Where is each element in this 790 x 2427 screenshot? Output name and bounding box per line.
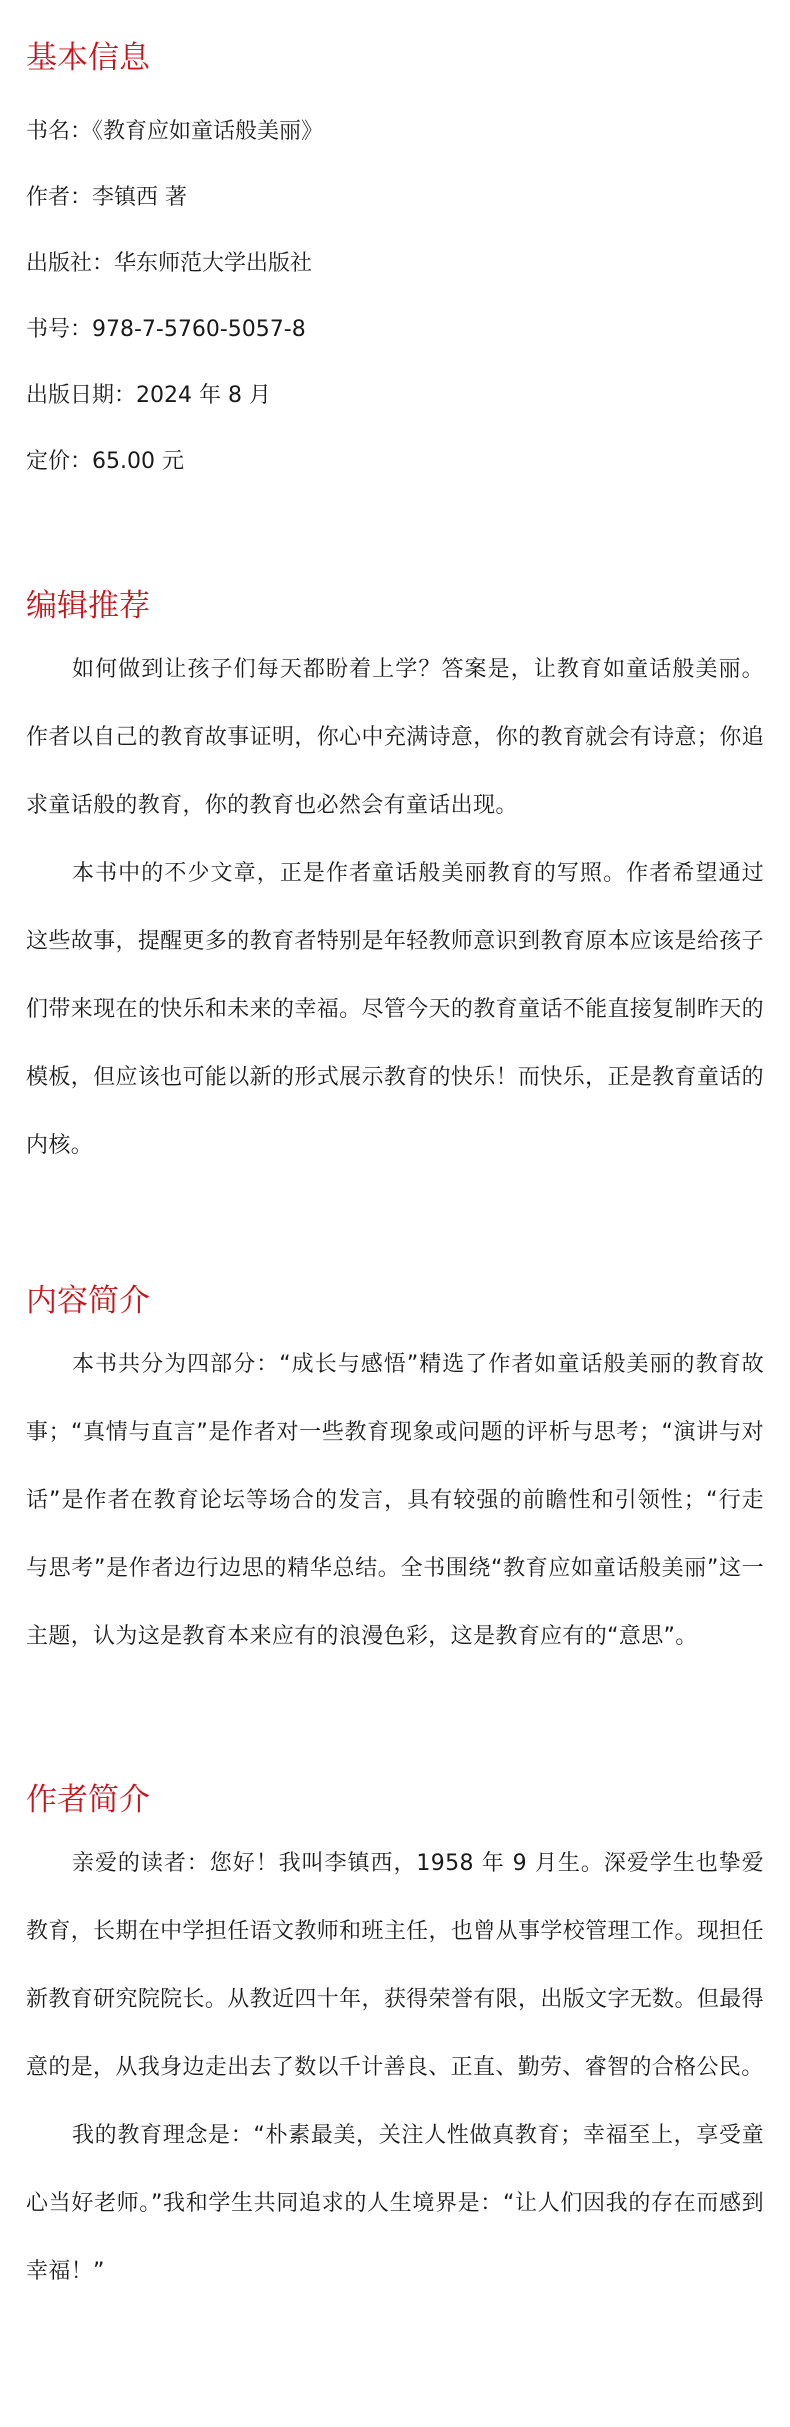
editor-recommendation-heading: 编辑推荐 [26,588,150,624]
publisher-line: 出版社：华东师范大学出版社 [26,251,313,276]
author-intro-heading: 作者简介 [26,1782,150,1818]
editor-recommendation-paragraph: 如何做到让孩子们每天都盼着上学？答案是，让教育如童话般美丽。作者以自己的教育故事证明，你心中充满诗意，你的教育就会有诗意；你追求童话般的教育，你的教育也必然会有童话出现。 [26,657,764,818]
basic-info-heading: 基本信息 [26,40,150,76]
content-summary-paragraph: 本书共分为四部分：“成长与感悟”精选了作者如童话般美丽的教育故事；“真情与直言”是作者对一些教育现象或问题的评析与思考；“演讲与对话”是作者在教育论坛等场合的发言，具有较强的前瞻性和引领性；“行走与思考”是作者边行边思的精华总结。全书围绕“教育应如童话般美丽”这一主题，认为这是教育本来应有的浪漫色彩，这是教育应有的“意思”。 [26,1352,764,1649]
book-title-line: 书名：《教育应如童话般美丽》 [26,119,324,144]
editor-recommendation-section [26,588,764,1180]
publish-date-line: 出版日期：2024 年 8 月 [26,383,271,408]
author-intro-section [26,1782,764,2306]
content-summary-section [26,1283,764,1671]
content-summary-heading: 内容简介 [26,1283,150,1319]
author-intro-paragraph: 亲爱的读者：您好！我叫李镇西，1958 年 9 月生。深爱学生也挚爱教育，长期在中学担任语文教师和班主任，也曾从事学校管理工作。现担任新教育研究院院长。从教近四十年，获得荣誉有限，出版文字无数。但最得意的是，从我身边走出去了数以千计善良、正直、勤劳、睿智的合格公民。 [26,1851,764,2080]
editor-recommendation-paragraph: 本书中的不少文章，正是作者童话般美丽教育的写照。作者希望通过这些故事，提醒更多的教育者特别是年轻教师意识到教育原本应该是给孩子们带来现在的快乐和未来的幸福。尽管今天的教育童话不能直接复制昨天的模板，但应该也可能以新的形式展示教育的快乐！而快乐，正是教育童话的内核。 [26,861,764,1158]
price-line: 定价：65.00 元 [26,449,184,474]
isbn-line: 书号：978-7-5760-5057-8 [26,317,306,342]
author-intro-paragraph: 我的教育理念是：“朴素最美，关注人性做真教育；幸福至上，享受童心当好老师。”我和学生共同追求的人生境界是：“让人们因我的存在而感到幸福！” [26,2123,764,2284]
basic-info-section [26,0,764,473]
author-line: 作者：李镇西 著 [26,185,187,210]
